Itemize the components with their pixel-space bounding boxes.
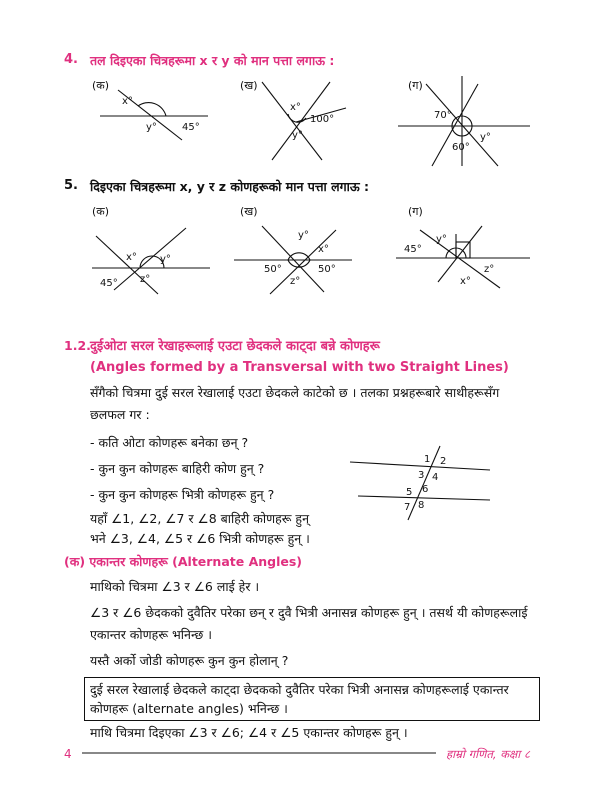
- q5-label-a: (क): [92, 205, 110, 218]
- q4-label-b: (ख): [240, 79, 258, 92]
- q5-fig3-z: z°: [484, 264, 495, 275]
- angle-number-3: 3: [418, 470, 425, 481]
- q4-fig1-angle: 45°: [182, 122, 200, 133]
- para-2b: एकान्तर कोणहरू भनिन्छ ।: [90, 627, 213, 642]
- q5-fig2-x: x°: [318, 244, 329, 255]
- para-3: यस्तै अर्को जोडी कोणहरू कुन कुन होलान् ?: [90, 653, 289, 668]
- section-title-en: (Angles formed by a Transversal with two Straight Lines): [90, 360, 509, 375]
- q5-fig2-a: 50°: [264, 264, 282, 275]
- section-number: 1.2.: [64, 338, 91, 353]
- bullet-2: - कुन कुन कोणहरू बाहिरी कोण हुन् ?: [90, 461, 265, 476]
- q4-fig3-a: 70°: [434, 110, 452, 121]
- q4-fig3-ray3: [432, 84, 478, 166]
- angle-number-5: 5: [406, 487, 413, 498]
- q4-label-a: (क): [92, 79, 110, 92]
- para-2a: ∠3 र ∠6 छेदकको दुवैतिर परेका छन् र दुवै भित्री अनासन्न कोणहरू हुन् । तसर्थ यी कोणहरूलाई: [90, 605, 528, 620]
- q5-fig1-x: x°: [126, 252, 137, 263]
- q4-number: 4.: [64, 52, 78, 67]
- angle-number-4: 4: [432, 472, 439, 483]
- q4-label-c: (ग): [408, 79, 423, 92]
- q5-fig3-a: 45°: [404, 244, 422, 255]
- q5-number: 5.: [64, 178, 78, 193]
- q5-text: दिइएका चित्रहरूमा x, y र z कोणहरूको मान पत्ता लगाऊ :: [90, 179, 370, 194]
- definition-line2: कोणहरू (alternate angles) भनिन्छ ।: [90, 701, 288, 716]
- definition-line1: दुई सरल रेखालाई छेदकले काट्दा छेदकको दुवैतिर परेका भित्री अनासन्न कोणहरूलाई एकान्तर: [90, 682, 509, 697]
- section-title-np: दुईओटा सरल रेखाहरूलाई एउटा छेदकले काट्दा बन्ने कोणहरू: [90, 339, 380, 354]
- q5-fig1-z: z°: [140, 274, 151, 285]
- section-intro-line2: छलफल गर :: [90, 407, 150, 422]
- subsection-title: (क) एकान्तर कोणहरू (Alternate Angles): [64, 554, 303, 569]
- q5-fig2-z: z°: [290, 276, 301, 287]
- angle-number-2: 2: [440, 456, 447, 467]
- q5-fig2-y: y°: [298, 230, 309, 241]
- q5-label-b: (ख): [240, 205, 258, 218]
- para-1: माथिको चित्रमा ∠3 र ∠6 लाई हेर ।: [90, 579, 260, 594]
- q5-fig1-y: y°: [160, 254, 171, 265]
- q4-fig2-angle: 100°: [310, 114, 335, 125]
- para-4: माथि चित्रमा दिइएका ∠3 र ∠6; ∠4 र ∠5 एकान्तर कोणहरू हुन् ।: [90, 725, 408, 740]
- q5-fig2-b: 50°: [318, 264, 336, 275]
- bullet-3: - कुन कुन कोणहरू भित्री कोणहरू हुन् ?: [90, 487, 275, 502]
- book-title: हाम्रो गणित, कक्षा ८: [446, 747, 530, 761]
- bullet-1: - कति ओटा कोणहरू बनेका छन् ?: [90, 435, 249, 450]
- transversal-line1: [350, 462, 490, 470]
- q5-label-c: (ग): [408, 205, 423, 218]
- answer-line2: भने ∠3, ∠4, ∠5 र ∠6 भित्री कोणहरू हुन् ।: [90, 531, 310, 546]
- q5-fig1-angle: 45°: [100, 278, 118, 289]
- q4-fig3-y: y°: [480, 132, 491, 143]
- q4-fig3-b: 60°: [452, 142, 470, 153]
- angle-number-1: 1: [424, 454, 431, 465]
- q4-text: तल दिइएका चित्रहरूमा x र y को मान पत्ता लगाऊ :: [90, 53, 335, 68]
- page-number: 4: [64, 747, 72, 761]
- angle-number-7: 7: [404, 502, 411, 513]
- angle-number-8: 8: [418, 500, 425, 511]
- q4-fig2-x: x°: [290, 102, 301, 113]
- answer-line1: यहाँ ∠1, ∠2, ∠7 र ∠8 बाहिरी कोणहरू हुन्: [90, 511, 310, 526]
- q4-fig2-y: y°: [292, 130, 303, 141]
- section-intro-line1: सँगैको चित्रमा दुई सरल रेखालाई एउटा छेदकले काटेको छ । तलका प्रश्नहरूबारे साथीहरूसँग: [90, 385, 500, 400]
- q4-fig1-x: x°: [122, 96, 133, 107]
- q5-fig3-y: y°: [436, 234, 447, 245]
- q5-fig3-x: x°: [460, 276, 471, 287]
- angle-number-6: 6: [422, 484, 429, 495]
- q4-fig1-y: y°: [146, 122, 157, 133]
